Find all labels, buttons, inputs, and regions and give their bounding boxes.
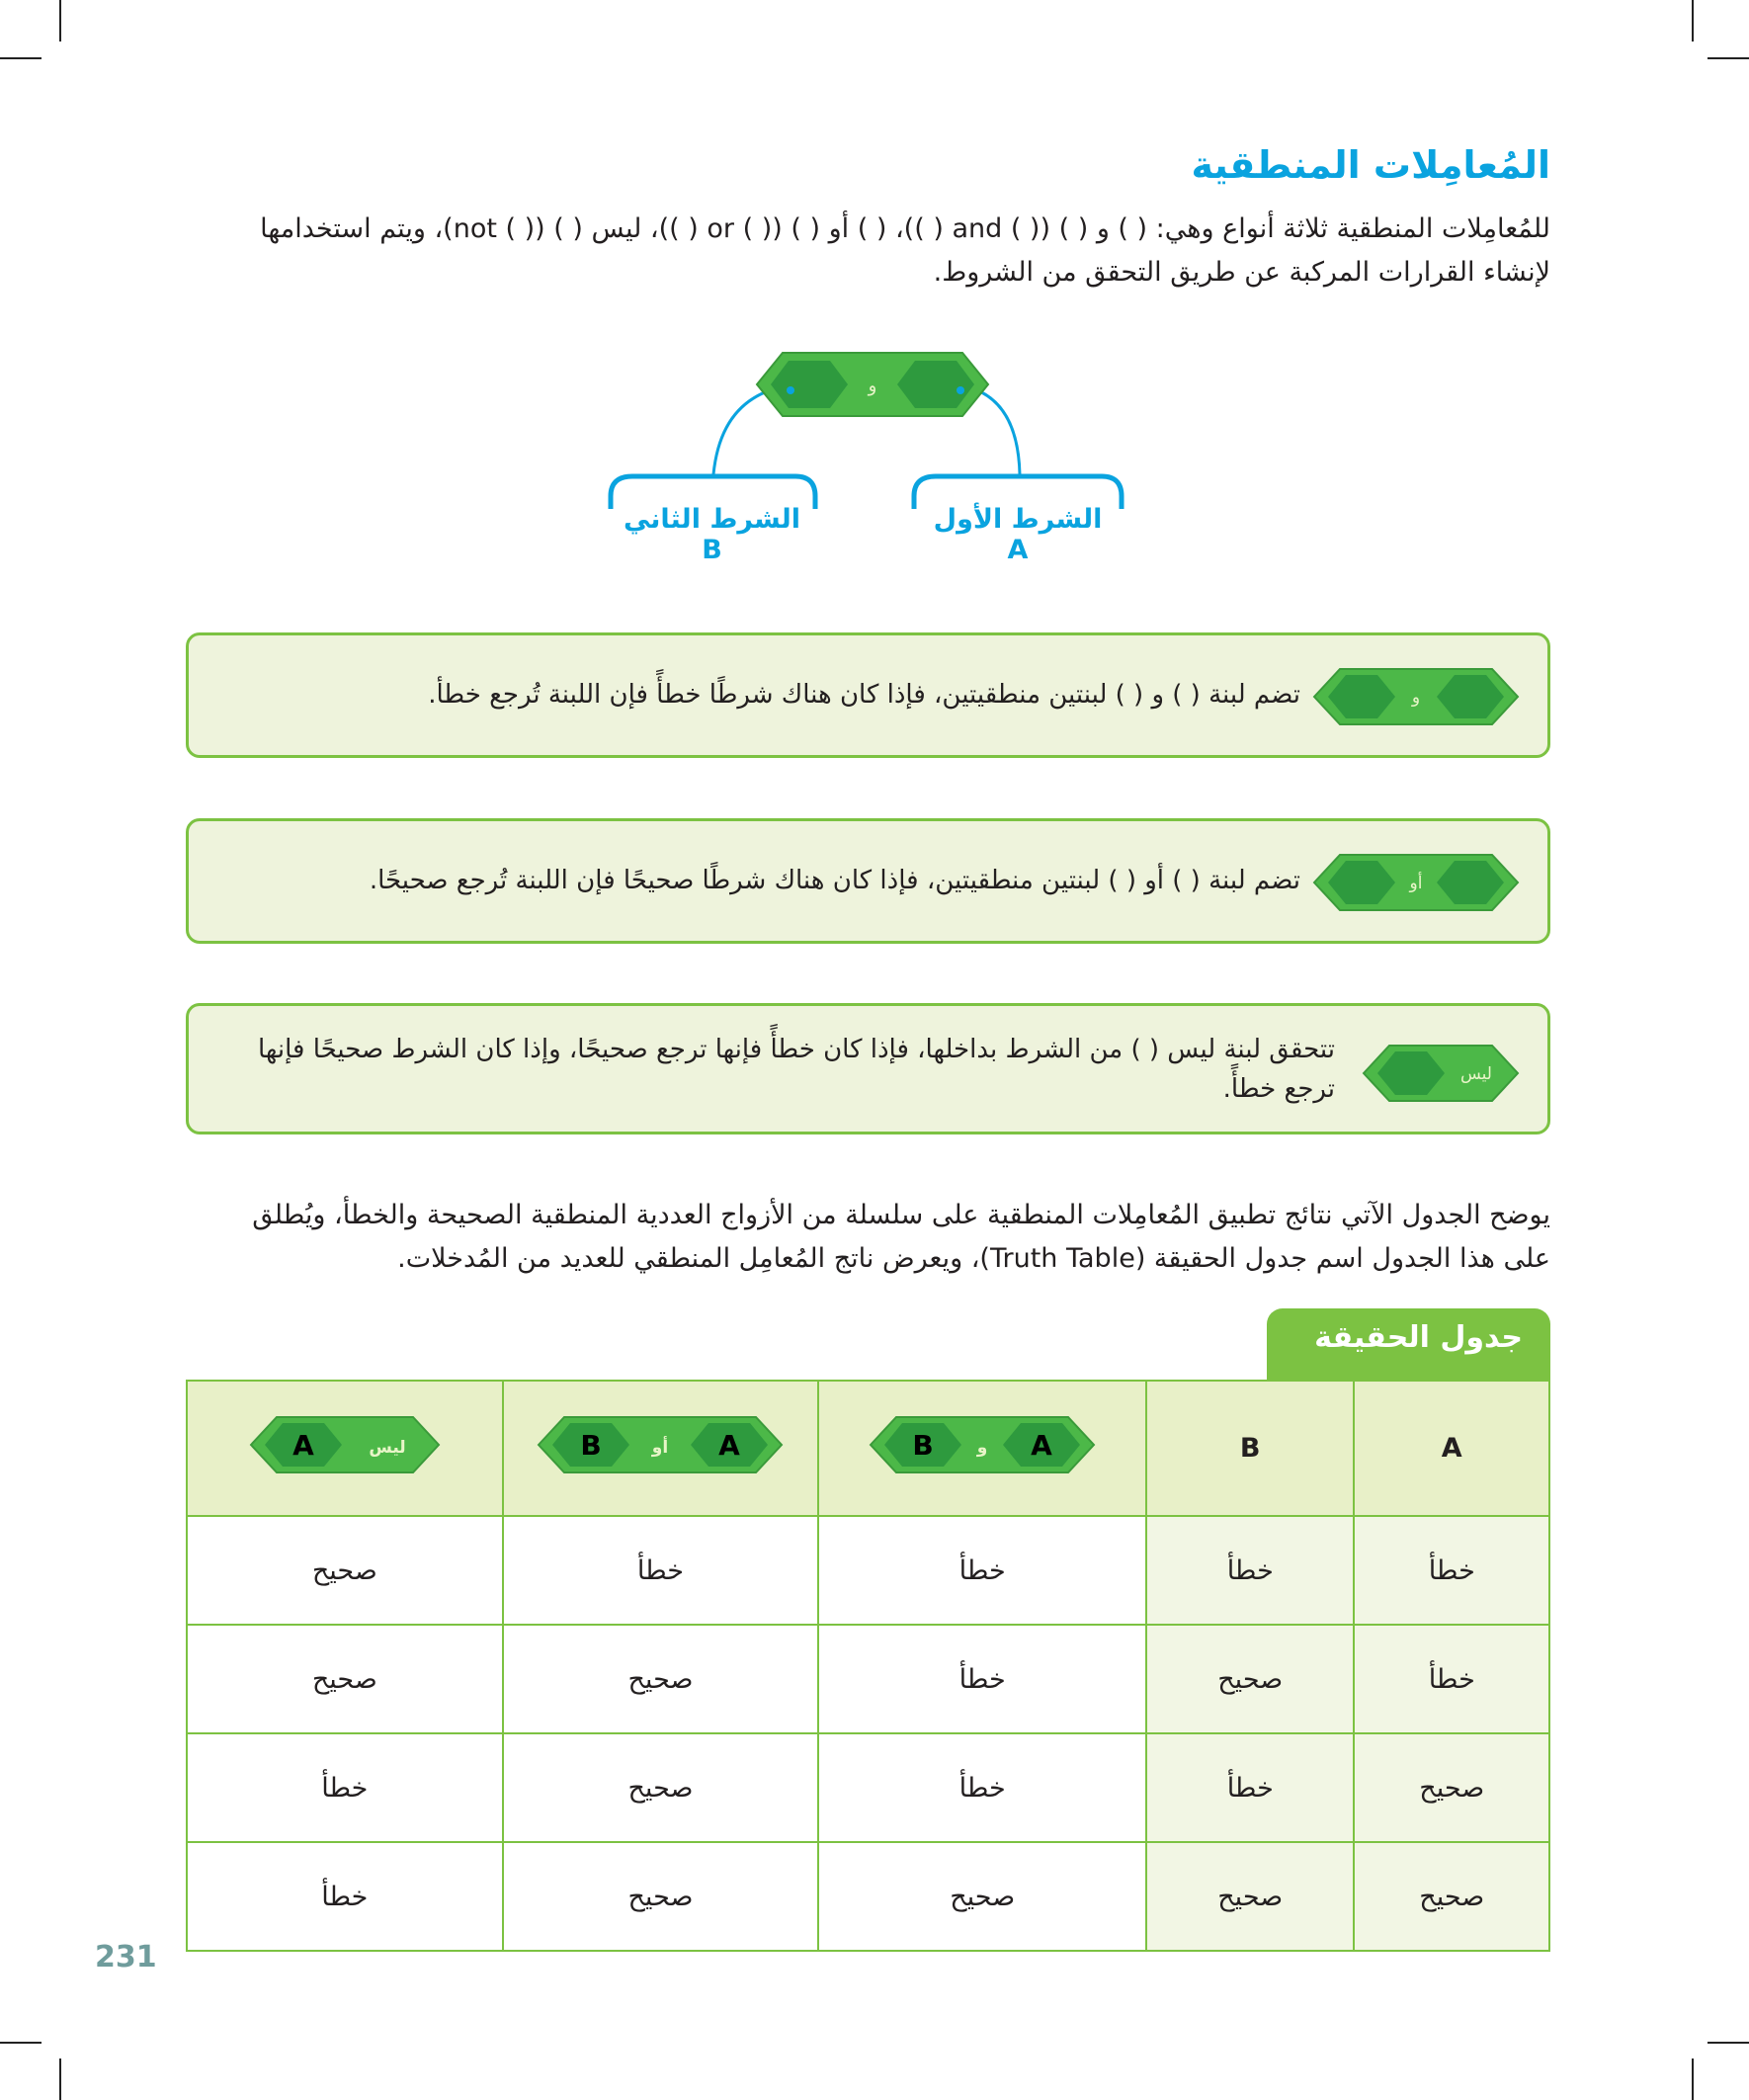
condition-1-label: الشرط الأول A: [933, 504, 1103, 565]
svg-text:ليس: ليس: [1460, 1064, 1492, 1084]
intro-paragraph: [183, 208, 1550, 294]
paragraph-line-1: يوضح الجدول الآتي نتائج تطبيق المُعامِلات المنطقية على سلسلة من الأزواج العددية المنطقية الصحيحة والخطأ، ويُطلق: [252, 1200, 1550, 1230]
not-block-icon: [1362, 1042, 1520, 1105]
table-cell: صحيح: [1146, 1625, 1354, 1733]
crop-mark: [1692, 2058, 1694, 2100]
table-cell: خطأ: [1354, 1625, 1549, 1733]
header-a: A: [1354, 1381, 1549, 1516]
paragraph-line-2: على هذا الجدول اسم جدول الحقيقة (Truth Table)، ويعرض ناتج المُعامِل المنطقي للعديد من المُدخلات.: [397, 1243, 1550, 1274]
intro-line-2: لإنشاء القرارات المركبة عن طريق التحقق من الشروط.: [933, 257, 1550, 288]
svg-text:و: و: [1411, 688, 1421, 708]
table-cell: خطأ: [1146, 1733, 1354, 1842]
and-block-icon: [869, 1413, 1096, 1476]
page-number: 231: [95, 1940, 157, 1974]
not-info-box: [186, 1003, 1550, 1134]
and-block: [757, 353, 988, 416]
svg-text:A: A: [1031, 1429, 1052, 1462]
table-cell: صحيح: [818, 1842, 1146, 1951]
table-cell: خطأ: [1354, 1516, 1549, 1625]
table-cell: صحيح: [503, 1625, 819, 1733]
and-description: تضم لبنة ( ) و ( ) لبنتين منطقيتين، فإذا كان هناك شرطًا خطأً فإن اللبنة تُرجع خطأ.: [428, 680, 1300, 710]
table-cell: صحيح: [1146, 1842, 1354, 1951]
and-info-box: [186, 632, 1550, 758]
crop-mark: [0, 57, 42, 59]
svg-text:ليس: ليس: [369, 1438, 406, 1458]
svg-text:A: A: [718, 1429, 741, 1462]
crop-mark: [59, 0, 61, 42]
table-cell: خطأ: [1146, 1516, 1354, 1625]
table-cell: خطأ: [818, 1516, 1146, 1625]
table-row: [187, 1516, 1549, 1625]
truth-table-paragraph: [183, 1194, 1550, 1281]
not-description: تتحقق لبنة ليس ( ) من الشرط بداخلها، فإذا كان خطأً فإنها ترجع صحيحًا، وإذا كان الشرط صحيحًا فإنها ترجع خطأً.: [257, 1035, 1335, 1104]
table-cell: صحيح: [503, 1842, 819, 1951]
table-cell: خطأ: [818, 1625, 1146, 1733]
not-block-icon: [249, 1413, 441, 1476]
header-and: [818, 1381, 1146, 1516]
table-row: [187, 1733, 1549, 1842]
or-description: تضم لبنة ( ) أو ( ) لبنتين منطقيتين، فإذا كان هناك شرطًا صحيحًا فإن اللبنة تُرجع صحيحًا.: [369, 866, 1300, 895]
or-block-icon: [1312, 851, 1520, 914]
crop-mark: [59, 2058, 61, 2100]
table-cell: صحيح: [1354, 1733, 1549, 1842]
table-cell: خطأ: [187, 1733, 503, 1842]
crop-mark: [0, 2042, 42, 2044]
crop-mark: [1692, 0, 1694, 42]
svg-text:أو: أو: [652, 1438, 669, 1458]
section-title: المُعامِلات المنطقية: [1191, 143, 1550, 187]
table-row: [187, 1625, 1549, 1733]
table-header-row: [187, 1381, 1549, 1516]
truth-table: [186, 1380, 1550, 1952]
table-cell: صحيح: [187, 1625, 503, 1733]
header-not: [187, 1381, 503, 1516]
crop-mark: [1707, 2042, 1749, 2044]
crop-mark: [1707, 57, 1749, 59]
header-or: [503, 1381, 819, 1516]
svg-text:B: B: [580, 1429, 603, 1462]
and-block-icon: [1312, 665, 1520, 728]
svg-text:B: B: [912, 1429, 934, 1462]
header-b: B: [1146, 1381, 1354, 1516]
table-cell: صحيح: [187, 1516, 503, 1625]
table-cell: صحيح: [1354, 1842, 1549, 1951]
svg-text:و: و: [868, 376, 877, 396]
condition-2-label: الشرط الثاني B: [623, 504, 801, 565]
svg-text:و: و: [976, 1438, 988, 1458]
or-info-box: [186, 818, 1550, 944]
table-row: [187, 1842, 1549, 1951]
or-block-icon: [537, 1413, 784, 1476]
table-cell: خطأ: [818, 1733, 1146, 1842]
table-cell: خطأ: [187, 1842, 503, 1951]
intro-line-1: للمُعامِلات المنطقية ثلاثة أنواع وهي: ( ) و ( ) (( ) and ( ))، ( ) أو ( ) (( ) or ( ))، ليس ( ) (( ) not)، ويتم استخدامها: [260, 213, 1550, 244]
svg-text:أو: أو: [1409, 874, 1423, 893]
truth-table-tab: جدول الحقيقة: [1267, 1308, 1550, 1382]
svg-text:A: A: [292, 1429, 314, 1462]
table-cell: صحيح: [503, 1733, 819, 1842]
table-cell: خطأ: [503, 1516, 819, 1625]
